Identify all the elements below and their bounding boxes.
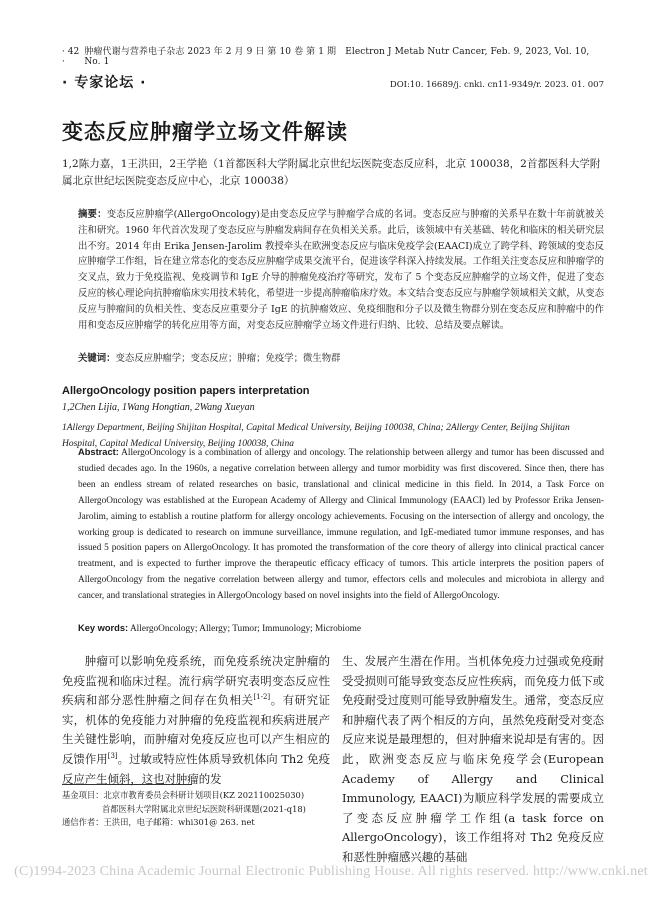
corresponding-author: 通信作者：王洪田，电子邮箱：whi301@ 263. net [62, 817, 255, 828]
running-head [62, 44, 604, 67]
abstract-zh [78, 207, 604, 333]
keywords-en [78, 623, 604, 634]
doi[interactable]: DOI:10. 16689/j. cnki. cn11-9349/r. 2023. 01. 007 [389, 80, 604, 90]
page-number: · 42 · [62, 47, 80, 67]
abstract-zh-label: 摘要： [78, 209, 107, 220]
abstract-en [78, 445, 604, 605]
keywords-zh [78, 351, 604, 366]
keywords-zh-text: 变态反应肿瘤学；变态反应；肿瘤；免疫学；微生物群 [115, 353, 341, 364]
article-title-zh: 变态反应肿瘤学立场文件解读 [62, 120, 348, 144]
citation-ref[interactable]: [3] [107, 752, 118, 761]
body-column-right [342, 652, 604, 868]
keywords-en-label: Key words: [78, 623, 129, 633]
abstract-en-label: Abstract: [78, 447, 119, 457]
keywords-en-text: AllergoOncology; Allergy; Tumor; Immunology; Microbiome [129, 624, 361, 634]
funding-note: 基金项目：北京市教育委员会科研计划项目(KZ 202110025030) [62, 790, 305, 800]
abstract-en-text: AllergoOncology is a combination of allergy and oncology. The relationship between allergy and tumor has been discussed and studied decades ago. In the 1960s, a negative correlation between allergy and tumor morbidity was first discovered. Since then, there has been an endless stream of related researches on basic, translational and clinical medicine in this field. In 2014, a Task Force on AllergoOncology was established at the European Academy of Allergy and Clinical Immunology (EAACI) led by Professor Erika Jensen-Jarolim, aiming to establish a routine platform for allergy oncology achievements. Focusing on the intersection of allergy and oncology, the working group is dedicated to research on immune surveillance, immune regulation, and IgE-mediated tumor immune responses, and has issued 5 position papers on AllergoOncology. It has promoted the transformation of the core theory of allergy into clinical practical cancer treatment, and is expected to further improve the therapeutic efficacy efficacy of tumors. This article interprets the position papers of AllergoOncology from the negative correlation between allergy and tumor, effectors cells and molecules and microbiota in allergy and cancer, and translational strategies in AllergoOncology based on novel insights into the field of AllergoOncology. [78, 448, 605, 602]
authors-zh: 1,2陈力嘉，1王洪田，2王学艳（1首都医科大学附属北京世纪坛医院变态反应科，北京 100038，2首都医科大学附属北京世纪坛医院变态反应中心，北京 100038） [62, 158, 601, 187]
body-column-left [62, 652, 330, 789]
keywords-zh-label: 关键词： [78, 353, 116, 364]
body-text: 。过敏或特应性体质导致机体向 Th2 免疫反应产生倾斜，这也对肿瘤的发 [62, 751, 330, 786]
section-row [62, 72, 604, 92]
funding-note-2: 首都医科大学附属北京世纪坛医院科研课题(2021-q18) [102, 803, 306, 814]
body-text: 肿瘤可以影响免疫系统，而免疫系统决定肿瘤的免疫监视和临床过程。流行病学研究表明变态反应性疾病和部分恶性肿瘤之间存在负相关 [62, 654, 330, 708]
body-text: 。有研究证实，机体的免疫能力对肿瘤的免疫监视和疾病进展产生关键性影响，而肿瘤对免疫反应也可以产生相应的反馈作用 [62, 693, 330, 766]
section-label: · 专家论坛 · [62, 75, 147, 91]
footnotes [62, 789, 332, 830]
journal-citation: 肿瘤代谢与营养电子杂志 2023 年 2 月 9 日 第 10 卷 第 1 期 Electron J Metab Nutr Cancer, Feb. 9, 2023, Vol. 10, No. 1 [84, 47, 590, 67]
copyright-watermark: (C)1994-2023 China Academic Journal Electronic Publishing House. All rights reserved. http://www.cnki.net [14, 864, 648, 879]
article-title-en: AllergoOncology position papers interpretation [62, 385, 310, 397]
body-paragraph: 生、发展产生潜在作用。当机体免疫力过强或免疫耐受受损则可能导致变态反应性疾病，而免疫力低下或免疫耐受过度则可能导致肿瘤发生。通常，变态反应和肿瘤代表了两个相反的方向，虽然免疫耐受对变态反应来说是最理想的，但对肿瘤来说却是有害的。因此，欧洲变态反应与临床免疫学会(European Academy of Allergy and Clinical Immunology, EAACI)为顺应科学发展的需要成立了变态反应肿瘤学工作组(a task force on AllergoOncology)，该工作组将对 Th2 免疫反应和恶性肿瘤感兴趣的基础 [342, 654, 604, 864]
body-paragraph [62, 652, 330, 789]
abstract-zh-text: 变态反应肿瘤学(AllergoOncology)是由变态反应学与肿瘤学合成的名词。变态反应与肿瘤的关系早在数十年前就被关注和研究。1960 年代首次发现了变态反应与肿瘤发病间存在负相关关系。此后，该领域中有关基础、转化和临床的相关研究层出不穷。2014 年由 Erika Jensen-Jarolim 教授牵头在欧洲变态反应与临床免疫学会(EAACI)成立了跨学科、跨领域的变态反应肿瘤学工作组，旨在建立常态化的变态反应肿瘤学成果交流平台，促进该学科深入持续发展。工作组关注变态反应和肿瘤学的交叉点，致力于免疫监视、免疫调节和 IgE 介导的肿瘤免疫治疗等研究，发布了 5 个变态反应肿瘤学的立场文件，促进了变态反应的核心理论向抗肿瘤临床实用技术转化，希望进一步提高肿瘤临床疗效。本文结合变态反应与肿瘤学领域相关文献，从变态反应与肿瘤间的负相关性、变态反应重要分子 IgE 的抗肿瘤效应、免疫细胞和分子以及微生物群分别在变态反应和肿瘤中的作用和变态反应肿瘤学的转化应用等方面，对变态反应肿瘤学立场文件进行归纳、比较、总结及要点解读。 [78, 209, 604, 331]
citation-ref[interactable]: [1-2] [253, 693, 271, 702]
footnote-divider [62, 784, 192, 785]
affiliation-en: 1Allergy Department, Beijing Shijitan Hospital, Capital Medical University, Beijing 100038, China; 2Allergy Center, Beijing Shijitan Hospital, Capital Medical University, Beijing 100038, China [62, 423, 570, 449]
authors-en: 1,2Chen Lijia, 1Wang Hongtian, 2Wang Xueyan [62, 402, 255, 413]
